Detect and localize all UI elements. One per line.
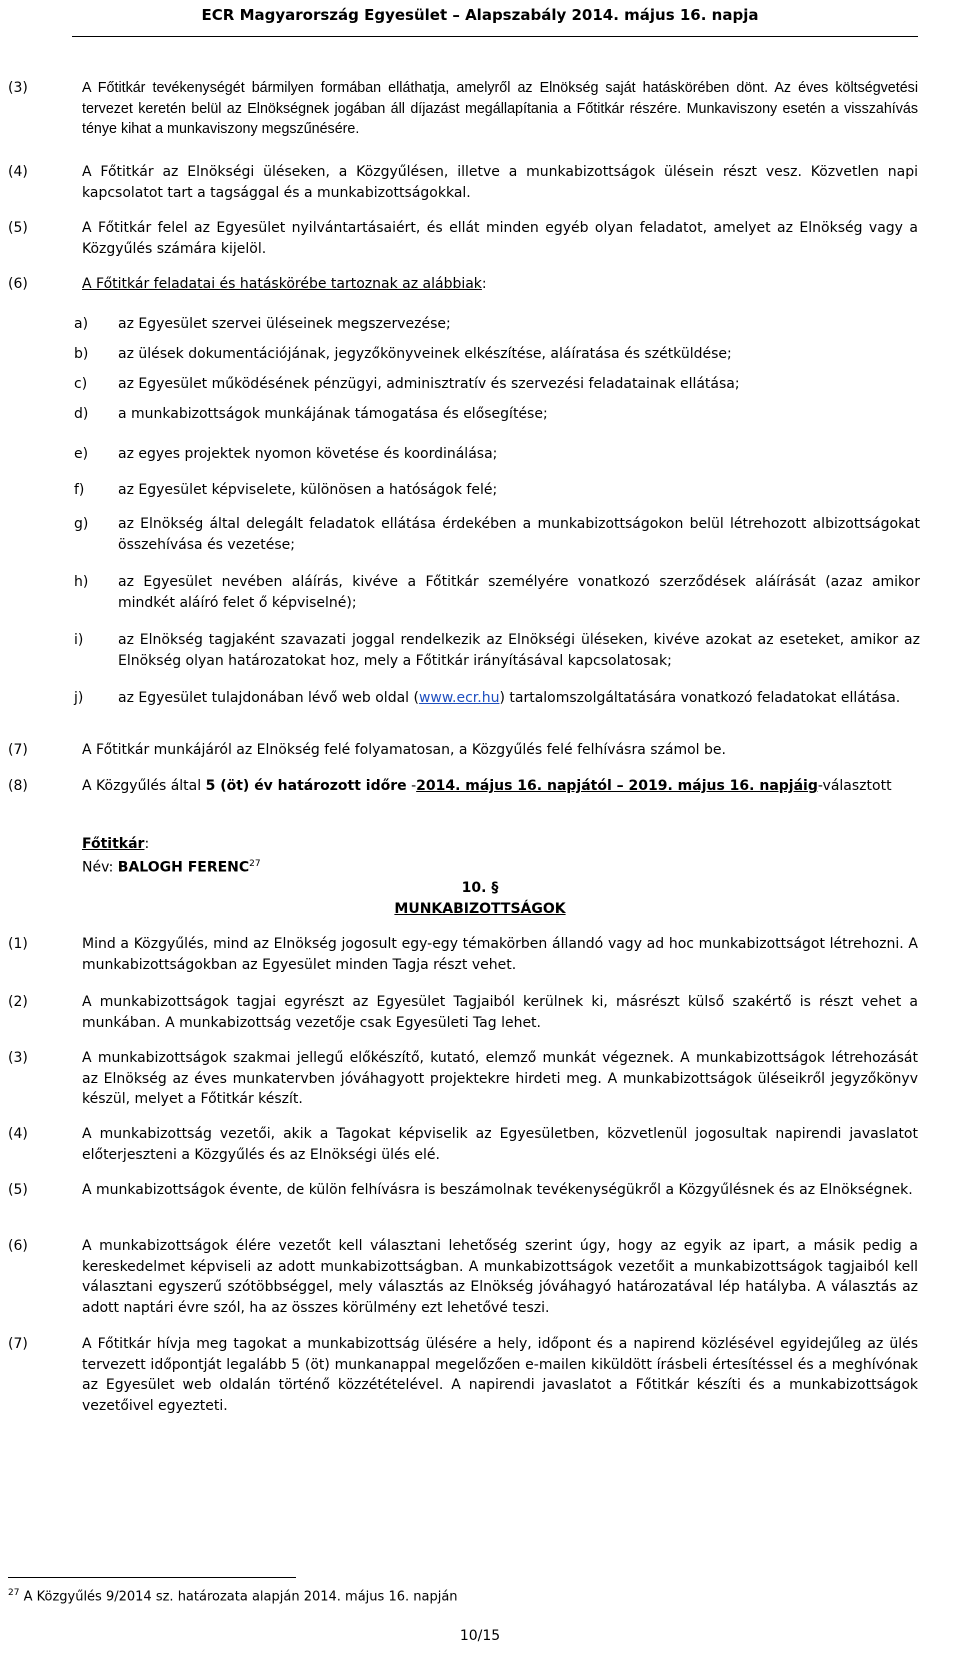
list-text: az Egyesület működésének pénzügyi, adminisztratív és szervezési feladatainak ellátása; — [118, 376, 740, 392]
list-text: az Egyesület nevében aláírás, kivéve a Főtitkár személyére vonatkozó szerződések aláírását (azaz amikor mindkét aláíró felet ő képviselné); — [118, 574, 920, 611]
list-letter: a) — [74, 316, 89, 332]
paragraph-text: A munkabizottságok évente, de külön felhívásra is beszámolnak tevékenységükről a Közgyűlésnek és az Elnökségnek. — [82, 1182, 913, 1198]
list-text: az egyes projektek nyomon követése és koordinálása; — [118, 446, 498, 462]
paragraph-text: A Főtitkár az Elnökségi üléseken, a Közgyűlésen, illetve a munkabizottságok ülésein részt vesz. Közvetlen napi kapcsolatot tart a tagsággal és a munkabizottságokkal. — [82, 164, 918, 201]
paragraph-number: (5) — [8, 220, 28, 236]
paragraph-text — [82, 776, 918, 797]
list-letter: c) — [74, 376, 88, 392]
footnote-number: 27 — [8, 1588, 20, 1598]
footnote — [8, 1588, 458, 1604]
term-duration: 5 (öt) év határozott időre — [205, 778, 407, 794]
paragraph-number: (3) — [8, 80, 28, 96]
list-letter: e) — [74, 446, 89, 462]
website-link[interactable]: www.ecr.hu — [418, 690, 500, 706]
duties-heading: A Főtitkár feladatai és hatáskörébe tartoznak az alábbiak — [82, 276, 482, 292]
list-letter: g) — [74, 516, 89, 532]
list-text — [118, 688, 920, 709]
footnote-text: A Közgyűlés 9/2014 sz. határozata alapján 2014. május 16. napján — [19, 1589, 458, 1605]
officer-block — [82, 834, 261, 878]
paragraph-number: (1) — [8, 936, 28, 952]
footnote-reference: 27 — [249, 859, 261, 869]
list-letter: h) — [74, 574, 89, 590]
paragraph-number: (7) — [8, 742, 28, 758]
list-text: az Elnökség által delegált feladatok ellátása érdekében a munkabizottságokon belül létrehozott albizottságokat összehívása és vezetése; — [118, 516, 920, 553]
section-number: 10. § — [461, 880, 499, 896]
paragraph-text: Mind a Közgyűlés, mind az Elnökség jogosult egy-egy témakörben állandó vagy ad hoc munkabizottságot létrehozni. A munkabizottságokban az Egyesület minden Tagja részt vehet. — [82, 936, 918, 973]
paragraph-number: (2) — [8, 994, 28, 1010]
page-header-title: ECR Magyarország Egyesület – Alapszabály 2014. május 16. napja — [201, 6, 759, 24]
paragraph-number: (6) — [8, 276, 28, 292]
officer-name-label: Név: — [82, 859, 118, 876]
paragraph-text — [82, 274, 918, 295]
list-text-part: az Egyesület tulajdonában lévő web oldal ( — [118, 690, 419, 706]
paragraph-text: A munkabizottságok élére vezetőt kell választani lehetőség szerint úgy, hogy az egyik az ipart, a másik pedig a kereskedelmet képviseli az adott munkabizottságban. A munkabizottságok vezetőit a munkabizottságok tagjaiból kell választani egyszerű szótöbbséggel, mely választás az Elnökség jóváhagyó határozatával lép hatályba. A választás az adott naptári évre szól, ha az összes körülmény ezt lehetővé teszi. — [82, 1238, 918, 1316]
officer-role: Főtitkár — [82, 836, 145, 852]
officer-role-colon: : — [144, 836, 150, 852]
footnote-divider — [8, 1577, 296, 1578]
paragraph-text: A munkabizottságok szakmai jellegű előkészítő, kutató, elemző munkát végeznek. A munkabizottságok létrehozását az Elnökség az éves munkatervben jóváhagyott projektekre hirdeti meg. A munkabizottságok üléseikről jegyzőkönyv készül, melyet a Főtitkár készít. — [82, 1050, 918, 1107]
paragraph-number: (8) — [8, 778, 28, 794]
list-letter: b) — [74, 346, 89, 362]
term-text: -választott — [817, 778, 892, 794]
paragraph-text: A Főtitkár felel az Egyesület nyilvántartásaiért, és ellát minden egyéb olyan feladatot, amelyet az Elnökség vagy a Közgyűlés számára kijelöl. — [82, 220, 918, 257]
section-title — [0, 899, 960, 920]
list-letter: d) — [74, 406, 89, 422]
officer-name: BALOGH FERENC — [117, 859, 250, 876]
paragraph-number: (3) — [8, 1050, 28, 1066]
list-letter: i) — [74, 632, 84, 648]
section-title-text: MUNKABIZOTTSÁGOK — [394, 901, 566, 917]
paragraph-text: A Főtitkár tevékenységét bármilyen formában elláthatja, amelyről az Elnökség saját hatáskörében dönt. Az éves költségvetési tervezet keretén belül az Elnökségnek jogában áll díjazást megállapítania a Főtitkár részére. Munkaviszony esetén a visszahívás ténye kihat a munkaviszony megszűnésére. — [82, 80, 918, 137]
list-text: az Egyesület képviselete, különösen a hatóságok felé; — [118, 482, 498, 498]
list-letter: j) — [74, 690, 84, 706]
list-text: az ülések dokumentációjának, jegyzőkönyveinek elkészítése, aláíratása és szétküldése; — [118, 346, 732, 362]
paragraph-number: (5) — [8, 1182, 28, 1198]
duties-heading-colon: : — [481, 276, 487, 292]
paragraph-number: (7) — [8, 1336, 28, 1352]
paragraph-text: A Főtitkár hívja meg tagokat a munkabizottság ülésére a hely, időpont és a napirend közlésével egyidejűleg az ülés tervezett időpontját legalább 5 (öt) munkanappal megelőzően e-mailen kiküldött írásbeli értesítéssel és a meghívónak az Egyesület web oldalán történő közzétételével. A napirendi javaslatot a Főtitkár készíti és a munkabizottságok vezetőivel egyezteti. — [82, 1336, 918, 1414]
paragraph-number: (6) — [8, 1238, 28, 1254]
list-text: az Egyesület szervei üléseinek megszervezése; — [118, 316, 451, 332]
paragraph-text: A munkabizottságok tagjai egyrészt az Egyesület Tagjaiból kerülnek ki, másrészt külső szakértő is részt vehet a munkában. A munkabizottság vezetője csak Egyesületi Tag lehet. — [82, 994, 918, 1031]
paragraph-number: (4) — [8, 164, 28, 180]
list-text: az Elnökség tagjaként szavazati joggal rendelkezik az Elnökségi üléseken, kivéve azokat az eseteket, amikor az Elnökség olyan határozatokat hoz, mely a Főtitkár irányításával kapcsolatosak; — [118, 632, 920, 669]
term-text: - — [406, 778, 417, 794]
paragraph-text: A munkabizottság vezetői, akik a Tagokat képviselik az Egyesületben, közvetlenül jogosultak napirendi javaslatot előterjeszteni a Közgyűlés és az Elnökségi ülés elé. — [82, 1126, 918, 1163]
term-text: A Közgyűlés által — [82, 778, 206, 794]
term-dates: 2014. május 16. napjától – 2019. május 16. napjáig — [416, 778, 818, 794]
list-letter: f) — [74, 482, 85, 498]
list-text: a munkabizottságok munkájának támogatása és elősegítése; — [118, 406, 548, 422]
paragraph-text: A Főtitkár munkájáról az Elnökség felé folyamatosan, a Közgyűlés felé felhívásra számol be. — [82, 742, 726, 758]
page-number: 10/15 — [459, 1628, 501, 1644]
list-text-part: ) tartalomszolgáltatására vonatkozó feladatokat ellátása. — [499, 690, 901, 706]
header-divider — [72, 36, 918, 37]
paragraph-number: (4) — [8, 1126, 28, 1142]
